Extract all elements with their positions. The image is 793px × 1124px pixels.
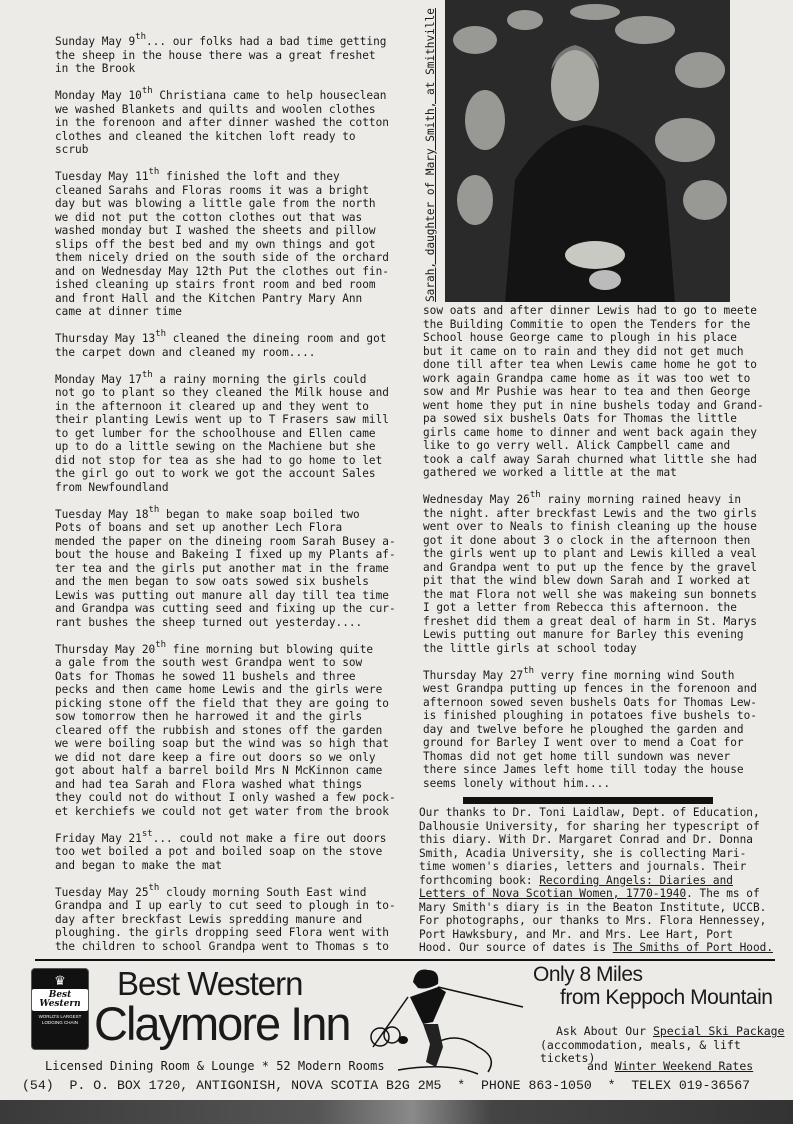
entry-line: the carpet down and cleaned my room.... bbox=[55, 345, 316, 359]
entry-line: in the forenoon and after dinner washed the cotton bbox=[55, 116, 389, 129]
entry-line: did not stop for tea as she had to go home to let bbox=[55, 453, 383, 467]
entry-line: slips off the best bed and my own things and got bbox=[55, 237, 376, 251]
entry-first-line bbox=[55, 504, 400, 522]
entry-line: ished cleaning up stairs front room and bed room bbox=[55, 278, 376, 291]
date-ordinal: th bbox=[155, 639, 167, 650]
entry-line: and Grandpa went to put up the fence by the gravel bbox=[423, 560, 757, 574]
entry-date: Friday May 21 bbox=[55, 831, 142, 845]
date-ordinal: th bbox=[148, 882, 160, 893]
entry-line: afternoon sowed seven bushels Oats for Thomas Lew- bbox=[423, 695, 757, 709]
date-ordinal: th bbox=[523, 665, 535, 676]
entry-line: sow tomorrow then he harrowed it and the girls bbox=[55, 710, 363, 723]
entry-line: we did not dare keep a fire out doors so we only bbox=[55, 750, 376, 764]
acknowledgements bbox=[419, 806, 773, 955]
entry-line: sow and Mr Pushie was hear to tea and then George bbox=[423, 385, 751, 398]
entry-first-line bbox=[55, 639, 400, 657]
entry-line: seems lonely without him.... bbox=[423, 776, 611, 790]
entry-line: Lewis was putting out manure all day till tea time bbox=[55, 588, 389, 602]
entry-line: Grandpa and I up early to cut seed to plough in to- bbox=[55, 899, 396, 912]
ask-prefix: Ask About Our bbox=[556, 1024, 653, 1038]
entry-line: Thomas did not get home till sundown was never bbox=[423, 749, 731, 763]
entry-first-line bbox=[55, 369, 400, 387]
entry-line: a gale from the south west Grandpa went to sow bbox=[55, 656, 363, 669]
entry-line: but it came on to rain and they did not get much bbox=[423, 344, 744, 358]
entry-line: pa sowed six bushels Oats for Thomas the little bbox=[423, 412, 737, 425]
entry-line: the girl go out to work we got the account Sales bbox=[55, 467, 376, 480]
ack-line: this diary. With Dr. Margaret Conrad and Dr. Donna bbox=[419, 833, 753, 846]
entry-line: the girls went up to plant and Lewis killed a veal bbox=[423, 547, 757, 560]
date-ordinal: st bbox=[141, 828, 153, 839]
crown-icon: ♛ bbox=[55, 970, 65, 989]
ad-ski-package bbox=[556, 1025, 785, 1038]
entry-line: too wet boiled a pot and boiled soap on the stove bbox=[55, 845, 383, 858]
entry-text: finished the loft and they bbox=[159, 170, 340, 183]
entry-text: rainy morning rained heavy in bbox=[540, 493, 742, 506]
ack-line: Our thanks to Dr. Toni Laidlaw, Dept. of Education, bbox=[419, 806, 760, 819]
entry-line: up to do a little sewing on the Machiene but she bbox=[55, 440, 376, 453]
rates-prefix: and bbox=[587, 1059, 615, 1073]
entry-first-line bbox=[55, 828, 400, 846]
ack-text: Hood. Our source of dates is bbox=[419, 941, 613, 954]
entry-line: pecks and then came home Lewis and the girls were bbox=[55, 683, 383, 696]
photo-caption: Sarah, daughter of Mary Smith, at Smithville bbox=[424, 8, 437, 302]
ack-line: Port Hawksbury, and Mr. and Mrs. Lee Hart, Port bbox=[419, 927, 733, 941]
entry-date: Thursday May 20 bbox=[55, 642, 156, 656]
entry-line: clothes and cleaned the kitchen loft ready to bbox=[55, 129, 356, 143]
weekend-rates-link: Winter Weekend Rates bbox=[614, 1059, 754, 1073]
ad-headline-miles: Only 8 Miles bbox=[533, 963, 643, 986]
ack-line: Mary Smith's diary is in the Beaton Institute, UCCB. bbox=[419, 900, 767, 914]
entry-text: cleaned the dineing room and got bbox=[166, 332, 387, 345]
entry-line: Oats for Thomas he sowed 11 bushels and three bbox=[55, 669, 356, 683]
entry-text: began to make soap boiled two bbox=[159, 507, 360, 521]
entry-line: they could not do without I only washed a few pock- bbox=[55, 791, 396, 804]
entry-line: and had tea Sarah and Flora washed what things bbox=[55, 777, 363, 791]
ad-divider-rule bbox=[35, 959, 775, 961]
skier-illustration bbox=[368, 962, 533, 1077]
entry-line: picking stone off the field that they are going to bbox=[55, 696, 389, 710]
entry-line: and Grandpa was cutting seed and fixing up the cur- bbox=[55, 602, 396, 615]
diary-entry bbox=[55, 882, 400, 954]
ack-text: forthcoming book: bbox=[419, 873, 540, 887]
entry-line: pit that the wind blew down Sarah and I worked at bbox=[423, 574, 751, 587]
entry-line: and on Wednesday May 12th Put the clothes out fin- bbox=[55, 264, 389, 278]
diary-entry bbox=[423, 490, 768, 655]
entry-line: and began to make the mat bbox=[55, 858, 222, 872]
logo-tagline: WORLD'S LARGEST LODGING CHAIN bbox=[38, 1014, 82, 1025]
entry-text: a rainy morning the girls could bbox=[152, 372, 367, 386]
entry-text: ... could not make a fire out doors bbox=[152, 831, 387, 845]
diary-entry bbox=[55, 167, 400, 319]
entry-line: cleaned Sarahs and Floras rooms it was a bright bbox=[55, 183, 369, 197]
ack-line: time women's diaries, letters and journals. Their bbox=[419, 860, 747, 873]
entry-line: et kerchiefs we could not get water from the brook bbox=[55, 804, 389, 818]
entry-line: day after breckfast Lewis spredding manure and bbox=[55, 912, 363, 926]
entry-line: them nicely dried on the south side of the orchard bbox=[55, 251, 389, 264]
entry-line: to get lumber for the schoolhouse and Ellen came bbox=[55, 426, 376, 440]
entry-text: ... our folks had a bad time getting bbox=[146, 35, 387, 48]
entry-line: done till after tea when Lewis came home he got to bbox=[423, 358, 757, 371]
diary-entry bbox=[55, 504, 400, 630]
section-divider-bar bbox=[463, 797, 713, 804]
entry-line: scrub bbox=[55, 143, 89, 156]
entry-line: is finished ploughing in potatoes five bushels to- bbox=[423, 709, 757, 722]
diary-entry bbox=[423, 304, 768, 480]
diary-entry bbox=[55, 86, 400, 157]
entry-text: sow oats and after dinner Lewis had to go to meete bbox=[423, 304, 757, 317]
entry-line: School house George came to plough in his place bbox=[423, 331, 737, 344]
entry-line: came at dinner time bbox=[55, 305, 182, 318]
date-ordinal: th bbox=[141, 369, 153, 380]
ack-line: Smith, Acadia University, she is collecting Mari- bbox=[419, 846, 747, 860]
date-ordinal: th bbox=[141, 86, 153, 97]
entry-line: day but was blowing a little gale from the north bbox=[55, 197, 376, 210]
entry-line: and front Hall and the Kitchen Pantry Mary Ann bbox=[55, 291, 363, 305]
entry-date: Tuesday May 11 bbox=[55, 170, 149, 183]
entry-date: Monday May 10 bbox=[55, 89, 142, 102]
entry-line: mended the paper on the dineing room Sarah Busey a- bbox=[55, 534, 396, 548]
ad-title-inn: Claymore Inn bbox=[94, 997, 350, 1050]
entry-line: girls came home to dinner and went back again they bbox=[423, 425, 757, 439]
entry-line: day and twelve before he ploughed the garden and bbox=[423, 722, 744, 736]
ack-line bbox=[419, 887, 773, 901]
entry-first-line bbox=[423, 665, 768, 683]
entry-date: Tuesday May 25 bbox=[55, 885, 149, 899]
entry-first-line bbox=[423, 304, 768, 318]
entry-line: west Grandpa putting up fences in the forenoon and bbox=[423, 682, 757, 695]
date-ordinal: th bbox=[148, 504, 160, 515]
entry-first-line bbox=[55, 882, 400, 900]
entry-line: ter tea and the girls put another mat in the frame bbox=[55, 561, 389, 575]
scan-edge-band bbox=[0, 1100, 793, 1124]
entry-date: Tuesday May 18 bbox=[55, 507, 149, 521]
entry-date: Thursday May 13 bbox=[55, 332, 156, 345]
entry-line: ploughing. the girls dropping seed Flora went with bbox=[55, 926, 389, 939]
entry-line: Pots of boans and set up another Lech Flora bbox=[55, 521, 343, 534]
ad-package-details: (accommodation, meals, & lift tickets) bbox=[540, 1038, 741, 1065]
date-ordinal: th bbox=[148, 167, 160, 178]
ad-weekend-rates bbox=[587, 1060, 753, 1073]
entry-line: Lewis putting out manure for Barley this evening bbox=[423, 628, 744, 641]
entry-line: went over to Neals to finish cleaning up the house bbox=[423, 520, 757, 533]
entry-line: from Newfoundland bbox=[55, 480, 169, 494]
source-title: The Smiths of Port Hood. bbox=[612, 941, 773, 954]
book-title: Recording Angels: Diaries and bbox=[539, 873, 733, 887]
entry-line: the night. after breckfast Lewis and the two girls bbox=[423, 506, 757, 520]
entry-first-line bbox=[55, 167, 400, 184]
entry-line: took a calf away Sarah churned what little she had bbox=[423, 452, 757, 466]
entry-line: the sheep in the house there was a great freshet bbox=[55, 48, 376, 62]
ad-title-brand: Best Western bbox=[117, 965, 303, 1002]
entry-line: ground for Barley I went over to mend a Coat for bbox=[423, 736, 744, 749]
entry-line: washed monday but I washed the sheets and pillow bbox=[55, 224, 376, 237]
ad-address-line: (54) P. O. BOX 1720, ANTIGONISH, NOVA SCOTIA B2G 2M5 * PHONE 863-1050 * TELEX 019-36567 bbox=[22, 1078, 751, 1093]
entry-line: in the Brook bbox=[55, 62, 136, 75]
ack-line: For photographs, our thanks to Mrs. Flora Hennessey, bbox=[419, 914, 767, 927]
entry-line: rant bushes the sheep turned out yesterday.... bbox=[55, 615, 363, 629]
entry-line: went home they put in nine bushels today and Grand- bbox=[423, 398, 764, 412]
logo-brand: Best Western bbox=[32, 989, 88, 1011]
entry-line: the mat Flora not well she was makeing sun bonnets bbox=[423, 587, 757, 601]
ad-services: Licensed Dining Room & Lounge * 52 Modern Rooms bbox=[45, 1059, 385, 1073]
diary-column-right bbox=[423, 304, 768, 804]
entry-date: Sunday May 9 bbox=[55, 35, 136, 48]
entry-first-line bbox=[55, 329, 400, 346]
entry-line: I got a letter from Rebecca this afternoon. the bbox=[423, 601, 737, 614]
entry-line: got it done about 3 o clock in the afternoon then bbox=[423, 533, 751, 547]
diary-entry bbox=[55, 828, 400, 873]
entry-line: the Building Commitie to open the Tenders for the bbox=[423, 317, 751, 331]
date-ordinal: th bbox=[529, 490, 541, 501]
portrait-photo bbox=[445, 0, 730, 302]
book-title-cont: Letters of Nova Scotian Women, 1770-1940 bbox=[419, 887, 687, 900]
entry-line: bout the house and Bakeing I fixed up my Plants af- bbox=[55, 548, 396, 561]
ack-line bbox=[419, 874, 773, 888]
diary-entry bbox=[55, 369, 400, 495]
portrait-image bbox=[445, 0, 730, 302]
entry-line: the little girls at school today bbox=[423, 641, 637, 655]
entry-line: we did not put the cotton clothes out that was bbox=[55, 210, 363, 224]
entry-line: we were boiling soap but the wind was so high that bbox=[55, 737, 389, 750]
entry-line: not go to plant so they cleaned the Milk house and bbox=[55, 386, 389, 399]
ack-line bbox=[419, 941, 773, 955]
entry-line: and the men began to sow oats sowed six bushels bbox=[55, 575, 369, 588]
entry-text: fine morning but blowing quite bbox=[166, 642, 374, 656]
entry-line: like to go verry well. Alick Campbell came and bbox=[423, 439, 731, 452]
entry-text: verry fine morning wind South bbox=[534, 668, 735, 682]
entry-line: freshet did them a great deal of harm in St. Marys bbox=[423, 614, 757, 628]
ack-line: Dalhousie University, for sharing her typescript of bbox=[419, 819, 760, 833]
date-ordinal: th bbox=[155, 329, 167, 340]
ski-package-link: Special Ski Package bbox=[652, 1024, 785, 1038]
diary-entry bbox=[55, 32, 400, 76]
entry-text: Christiana came to help houseclean bbox=[152, 89, 387, 102]
entry-date: Monday May 17 bbox=[55, 372, 142, 386]
entry-first-line bbox=[423, 490, 768, 507]
best-western-logo bbox=[31, 968, 89, 1050]
date-ordinal: th bbox=[135, 32, 146, 43]
diary-entry bbox=[55, 639, 400, 819]
entry-date: Wednesday May 26 bbox=[423, 493, 530, 506]
entry-line: we washed Blankets and quilts and woolen clothes bbox=[55, 102, 376, 116]
ad-headline-keppoch: from Keppoch Mountain bbox=[560, 986, 773, 1009]
entry-text: cloudy morning South East wind bbox=[159, 885, 367, 899]
entry-line: there since James left home till today the house bbox=[423, 763, 744, 776]
ack-text: . The ms of bbox=[686, 887, 760, 900]
entry-line: in the afternoon it cleared up and they went to bbox=[55, 399, 369, 413]
diary-entry bbox=[423, 665, 768, 791]
diary-entry bbox=[55, 329, 400, 359]
entry-date: Thursday May 27 bbox=[423, 668, 524, 682]
entry-line: work again Grandpa came home as it was too wet to bbox=[423, 371, 751, 385]
diary-column-left bbox=[55, 32, 400, 967]
entry-line: gathered we worked a little at the mat bbox=[423, 466, 677, 479]
entry-line: the children to school Grandpa went to Thomas s to bbox=[55, 939, 389, 953]
entry-line: got about half a barrel boild Mrs N McKinnon came bbox=[55, 764, 383, 777]
entry-first-line bbox=[55, 86, 400, 103]
entry-first-line bbox=[55, 32, 400, 49]
entry-line: their planting Lewis went up to T Frasers saw mill bbox=[55, 413, 389, 426]
entry-line: cleared off the rubbish and stones off the garden bbox=[55, 723, 383, 737]
